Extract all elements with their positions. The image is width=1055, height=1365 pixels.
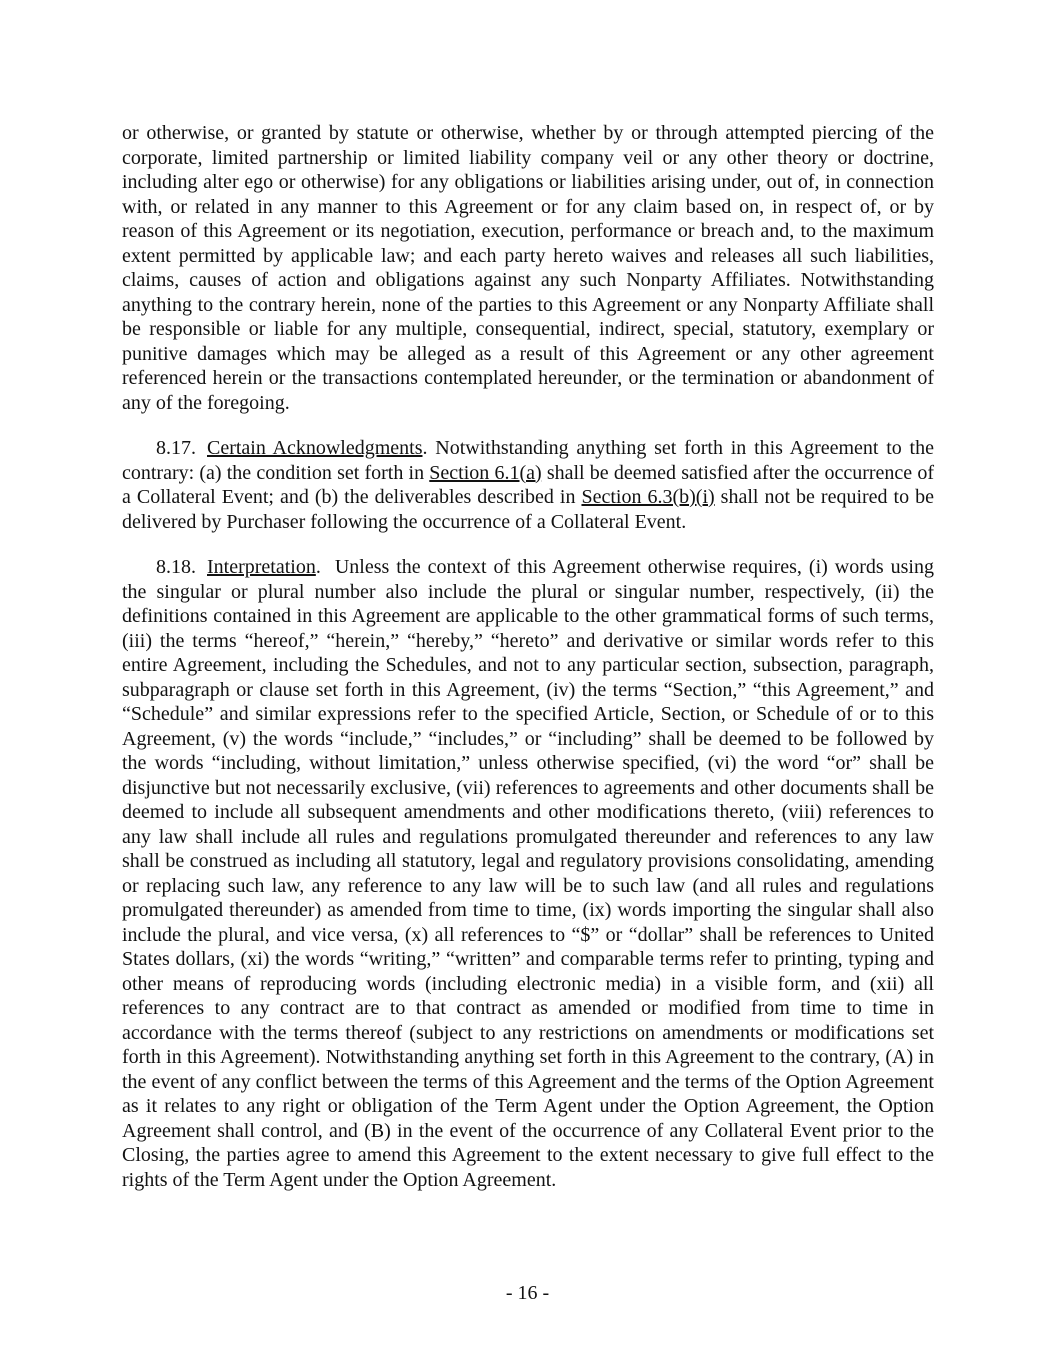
section-number-8-18: 8.18. bbox=[156, 556, 196, 578]
paragraph-continuation bbox=[122, 121, 934, 415]
text-run: shall be deemed satisfied after the occurrence of a Collateral Event; and (b) the deliverables described in bbox=[122, 461, 935, 508]
text-run: shall not be required to be delivered by Purchaser following the occurrence of a Collateral Event. bbox=[122, 486, 934, 533]
section-number-8-17: 8.17. bbox=[156, 437, 196, 459]
section-heading-certain-acknowledgments: Certain Acknowledgments bbox=[207, 437, 423, 459]
paragraph-section-8-17 bbox=[122, 436, 934, 534]
section-heading-interpretation: Interpretation bbox=[207, 556, 316, 578]
section-ref-6-1-a: Section 6.1(a) bbox=[429, 461, 542, 484]
page-footer bbox=[0, 1281, 1055, 1306]
section-ref-6-3-b-i: Section 6.3(b)(i) bbox=[581, 486, 715, 508]
document-body bbox=[122, 121, 934, 1213]
text-run: or otherwise, or granted by statute or otherwise, whether by or through attempted piercing of the corporate, limited partnership or limited liability company veil or any other theory or doctrine, including alter ego or otherwise) for any obligations or liabilities arising under, out of, in connection with, or related in any manner to this Agreement or for any claim based on, in respect of, or by reason of this Agreement or its negotiation, execution, performance or breach and, to the maximum extent permitted by applicable law; and each party hereto waives and releases all such liabilities, claims, causes of action and obligations against any such Nonparty Affiliates. Notwithstanding anything to the contrary herein, none of the parties to this Agreement or any Nonparty Affiliate shall be responsible or liable for any multiple, consequential, indirect, special, statutory, exemplary or punitive damages which may be alleged as a result of this Agreement or any other agreement referenced herein or the transactions contemplated hereunder, or the termination or abandonment of any of the foregoing. bbox=[122, 122, 934, 414]
paragraph-section-8-18 bbox=[122, 555, 934, 1192]
page-number: - 16 - bbox=[505, 1282, 550, 1304]
text-run: . Unless the context of this Agreement otherwise requires, (i) words using the singular or plural number also include the plural or singular number, respectively, (ii) the definitions contained in this Agreement are applicable to the other grammatical forms of such terms, (iii) the terms “hereof,” “herein,” “hereby,” “hereto” and derivative or similar words refer to this entire Agreement, including the Schedules, and not to any particular section, subsection, paragraph, subparagraph or clause set forth in this Agreement, (iv) the terms “Section,” “this Agreement,” and “Schedule” and similar expressions refer to the specified Article, Section, or Schedule of or to this Agreement, (v) the words “include,” “includes,” or “including” shall be deemed to be followed by the words “including, without limitation,” unless otherwise specified, (vi) the word “or” shall be disjunctive but not necessarily exclusive, (vii) references to agreements and other documents shall be deemed to include all subsequent amendments and other modifications thereto, (viii) references to any law shall include all rules and regulations promulgated thereunder and references to any law shall be construed as including all statutory, legal and regulatory provisions consolidating, amending or replacing such law, any reference to any law will be to such law (and all rules and regulations promulgated thereunder) as amended from time to time, (ix) words importing the singular shall also include the plural, and vice versa, (x) all references to “$” or “dollar” shall be references to United States dollars, (xi) the words “writing,” “written” and comparable terms refer to printing, typing and other means of reproducing words (including electronic media) in a visible form, and (xii) all references to any contract are to that contract as amended or modified from time to time in accordance with the terms thereof (subject to any restrictions on amendments or modifications set forth in this Agreement). Notwithstanding anything set forth in this Agreement to the contrary, (A) in the event of any conflict between the terms of this Agreement and the terms of the Option Agreement as it relates to any right or obligation of the Term Agent under the Option Agreement, the Option Agreement shall control, and (B) in the event of the occurrence of any Collateral Event prior to the Closing, the parties agree to amend this Agreement to the extent necessary to give full effect to the rights of the Term Agent under the Option Agreement. bbox=[122, 556, 934, 1191]
text-run: . Notwithstanding anything set forth in this Agreement to the contrary: (a) the condition set forth in bbox=[122, 437, 934, 484]
